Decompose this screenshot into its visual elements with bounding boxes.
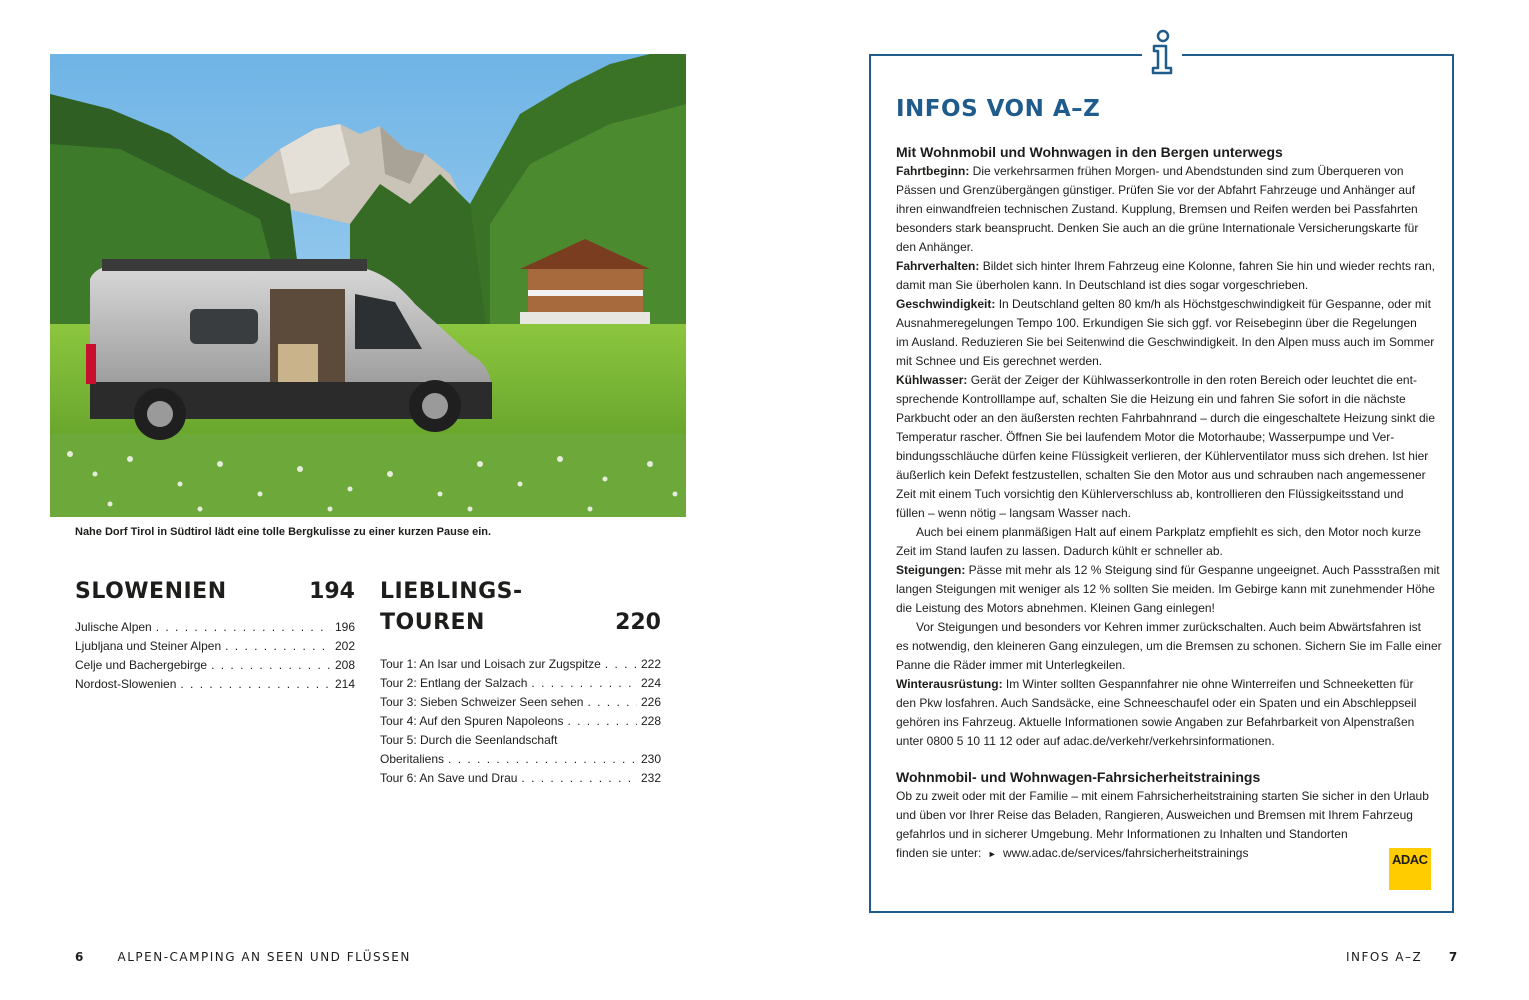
toc-item[interactable] <box>75 675 355 694</box>
term-fahrverhalten: Fahrverhalten: <box>896 259 980 273</box>
text-line: gefahrlos und in sicherer Umgebung. Mehr Informationen zu Inhalten und Standorten <box>896 827 1348 841</box>
photo-caption: Nahe Dorf Tirol in Südtirol lädt eine tolle Bergkulisse zu einer kurzen Pause ein. <box>75 526 492 538</box>
text-line: gehören ins Fahrzeug. Aktuelle Informationen sowie Angaben zur Befahrbarkeit von Alpenstraßen <box>896 715 1415 729</box>
text-line: sprechende Kontrolllampe auf, schalten Sie die Heizung ein und fahren Sie sofort in die nächste <box>896 392 1406 406</box>
footer-left <box>75 950 411 964</box>
toc-item-leader <box>567 712 637 731</box>
toc-item-leader <box>156 618 331 637</box>
toc-item[interactable] <box>380 674 661 693</box>
text-line: bindungsschläuche dürfen keine Flüssigkeit verlieren, der Kühlerventilator muss sich drehen. Ist hier <box>896 449 1429 463</box>
info-title: INFOS VON A–Z <box>896 96 1101 122</box>
toc-item-page: 230 <box>640 752 661 766</box>
text-line: den Pkw losfahren. Auch Sandsäcke, eine Schneeschaufel oder ein Spaten und ein Abschleppseil <box>896 696 1417 710</box>
info-section-bergen <box>896 143 1442 751</box>
camper-photo <box>50 54 686 517</box>
text-line: äußerlich kein Defekt festzustellen, schalten Sie den Motor aus und schrauben nach angemessener <box>896 468 1426 482</box>
footer-page-number: 6 <box>75 950 85 964</box>
toc-item-leader <box>587 693 637 712</box>
toc-item[interactable] <box>75 656 355 675</box>
text-line: mit Schnee und Eis gerechnet werden. <box>896 354 1103 368</box>
term-geschwindigkeit: Geschwindigkeit: <box>896 297 996 311</box>
text-line: Im Winter sollten Gespannfahrer nie ohne Winterreifen und Schneeketten für <box>1002 677 1414 691</box>
toc-item-page: 224 <box>640 676 661 690</box>
text-line: In Deutschland gelten 80 km/h als Höchstgeschwindigkeit für Gespanne, oder mit <box>995 297 1431 311</box>
info-section-heading: Mit Wohnmobil und Wohnwagen in den Bergen unterwegs <box>896 144 1283 160</box>
toc-section-slowenien <box>75 576 355 694</box>
toc-item[interactable] <box>75 618 355 637</box>
toc-item-label: Tour 4: Auf den Spuren Napoleons <box>380 714 564 728</box>
toc-item-page: 226 <box>640 695 661 709</box>
adac-logo: ADAC <box>1389 848 1431 890</box>
text-line: Ausnahmeregelungen Tempo 100. Erkundigen Sie sich ggf. vor Reisebeginn über die Regelungen <box>896 316 1417 330</box>
text-line: Panne die Räder immer mit Unterlegkeilen. <box>896 658 1126 672</box>
text-line: besonders stark beansprucht. Denken Sie auch an die grüne Internationale Versicherungskarte für <box>896 221 1419 235</box>
toc-list <box>380 655 661 788</box>
text-line: unter 0800 5 10 11 12 oder auf adac.de/verkehr/verkehrsinformationen. <box>896 734 1275 748</box>
toc-item[interactable] <box>380 693 661 712</box>
toc-item[interactable] <box>380 655 661 674</box>
text-line: Parkbucht oder an den äußersten rechten Fahrbahnrand – durch die eingeschaltete Heizung sinkt die <box>896 411 1436 425</box>
link-prefix: finden sie unter: <box>896 846 982 860</box>
term-winterausruestung: Winterausrüstung: <box>896 677 1003 691</box>
toc-item-leader <box>225 637 331 656</box>
text-line: Vor Steigungen und besonders vor Kehren immer zurückschalten. Auch beim Abwärtsfahren ist <box>916 620 1421 634</box>
text-line: ihren einwandfreien technischen Zustand. Kupplung, Bremsen und Reifen werden bei Passfahrten <box>896 202 1418 216</box>
info-section-training <box>896 768 1436 864</box>
text-line: die Leistung des Motors abnehmen. Kleinen Gang einlegen! <box>896 601 1215 615</box>
text-line: damit man Sie überholen kann. In Deutschland ist dies sogar vorgeschrieben. <box>896 278 1309 292</box>
footer-right <box>1346 950 1459 964</box>
toc-item-label: Tour 2: Entlang der Salzach <box>380 676 528 690</box>
toc-item-label: Julische Alpen <box>75 620 152 634</box>
toc-item-page: 214 <box>334 677 355 691</box>
toc-section-page: 220 <box>615 610 661 635</box>
footer-page-number: 7 <box>1448 950 1459 964</box>
toc-item-leader <box>180 675 331 694</box>
toc-item-page: 202 <box>334 639 355 653</box>
toc-item-label: Tour 1: An Isar und Loisach zur Zugspitze <box>380 657 601 671</box>
text-line: und üben vor Ihrer Reise das Beladen, Rangieren, Ausweichen und Bremsen mit Ihrem Fahrzeug <box>896 808 1413 822</box>
toc-section-title: LIEBLINGS- <box>380 579 523 604</box>
text-line: es notwendig, den kleineren Gang einzulegen, um die Bremsen zu schonen. Sichern Sie im Falle einer <box>896 639 1442 653</box>
toc-section-title: SLOWENIEN <box>75 579 227 604</box>
camper-photo-illustration <box>50 54 686 517</box>
text-line: Zeit im Stand laufen zu lassen. Dadurch kühlt er schneller ab. <box>896 544 1223 558</box>
text-line: langen Steigungen mit weniger als 12 % sollten Sie meiden. Im Gebirge kann mit zunehmender Höhe <box>896 582 1435 596</box>
footer-book-title: ALPEN-CAMPING AN SEEN UND FLÜSSEN <box>117 950 411 964</box>
text-line: Zeit mit einem Tuch vorsichtig den Kühlerverschluss ab, kontrollieren den Flüssigkeitsstand und <box>896 487 1404 501</box>
toc-item-page: 196 <box>334 620 355 634</box>
toc-item-page: 232 <box>640 771 661 785</box>
text-line: Auch bei einem planmäßigen Halt auf einem Parkplatz empfiehlt es sich, den Motor noch kurze <box>916 525 1421 539</box>
toc-item-leader <box>605 655 637 674</box>
info-icon-wrap <box>1142 29 1182 79</box>
toc-item-label: Nordost-Slowenien <box>75 677 177 691</box>
toc-item[interactable] <box>380 769 661 788</box>
arrow-right-icon: ► <box>987 849 997 859</box>
toc-item-label: Tour 3: Sieben Schweizer Seen sehen <box>380 695 584 709</box>
toc-item[interactable] <box>380 712 661 731</box>
toc-item-label: Tour 6: An Save und Drau <box>380 771 518 785</box>
text-line: Temperatur rascher. Öffnen Sie bei laufendem Motor die Motorhaube; Wasserpumpe und Ver- <box>896 430 1395 444</box>
toc-list <box>75 618 355 694</box>
text-line: Pässe mit mehr als 12 % Steigung sind für Gespanne ungeeignet. Auch Passstraßen mit <box>965 563 1440 577</box>
toc-section-page: 194 <box>309 579 355 604</box>
text-line: im Ausland. Reduzieren Sie bei Seitenwind die Geschwindigkeit. In den Alpen muss auch im Sommer <box>896 335 1435 349</box>
text-line: Pässen und Grenzübergängen günstiger. Prüfen Sie vor der Abfahrt Fahrzeuge und Anhänger auf <box>896 183 1416 197</box>
term-kuehlwasser: Kühlwasser: <box>896 373 968 387</box>
toc-section-title-cont: TOUREN <box>380 610 485 635</box>
info-section-heading: Wohnmobil- und Wohnwagen-Fahrsicherheitstrainings <box>896 769 1261 785</box>
toc-item-page: 208 <box>334 658 355 672</box>
toc-item-label: Celje und Bachergebirge <box>75 658 208 672</box>
toc-section-lieblingstouren <box>380 576 661 788</box>
toc-item[interactable] <box>75 637 355 656</box>
toc-item-leader <box>531 674 637 693</box>
training-link[interactable]: www.adac.de/services/fahrsicherheitstrainings <box>1003 846 1249 860</box>
toc-item-leader <box>521 769 637 788</box>
term-steigungen: Steigungen: <box>896 563 966 577</box>
text-line: füllen – wenn nötig – langsam Wasser nach. <box>896 506 1132 520</box>
toc-item-label: Ljubljana und Steiner Alpen <box>75 639 222 653</box>
text-line: den Anhänger. <box>896 240 974 254</box>
toc-item[interactable] <box>380 750 661 769</box>
text-line: Die verkehrsarmen frühen Morgen- und Abendstunden sind zum Überqueren von <box>969 164 1404 178</box>
text-line: Gerät der Zeiger der Kühlwasserkontrolle in den roten Bereich oder leuchtet die ent- <box>967 373 1417 387</box>
footer-section-title: INFOS A–Z <box>1346 950 1423 964</box>
toc-item-label[interactable]: Tour 5: Durch die Seenlandschaft <box>380 733 558 747</box>
term-fahrtbeginn: Fahrtbeginn: <box>896 164 970 178</box>
toc-item-label-cont: Oberitaliens <box>380 752 445 766</box>
toc-item-leader <box>211 656 331 675</box>
toc-item-page: 222 <box>640 657 661 671</box>
text-line: Bildet sich hinter Ihrem Fahrzeug eine Kolonne, fahren Sie hin und wieder rechts ran, <box>979 259 1435 273</box>
toc-item-leader <box>448 750 637 769</box>
text-line: Ob zu zweit oder mit der Familie – mit einem Fahrsicherheitstraining starten Sie sicher in den Urlaub <box>896 789 1429 803</box>
toc-item-page: 228 <box>640 714 661 728</box>
info-icon <box>1149 29 1175 75</box>
